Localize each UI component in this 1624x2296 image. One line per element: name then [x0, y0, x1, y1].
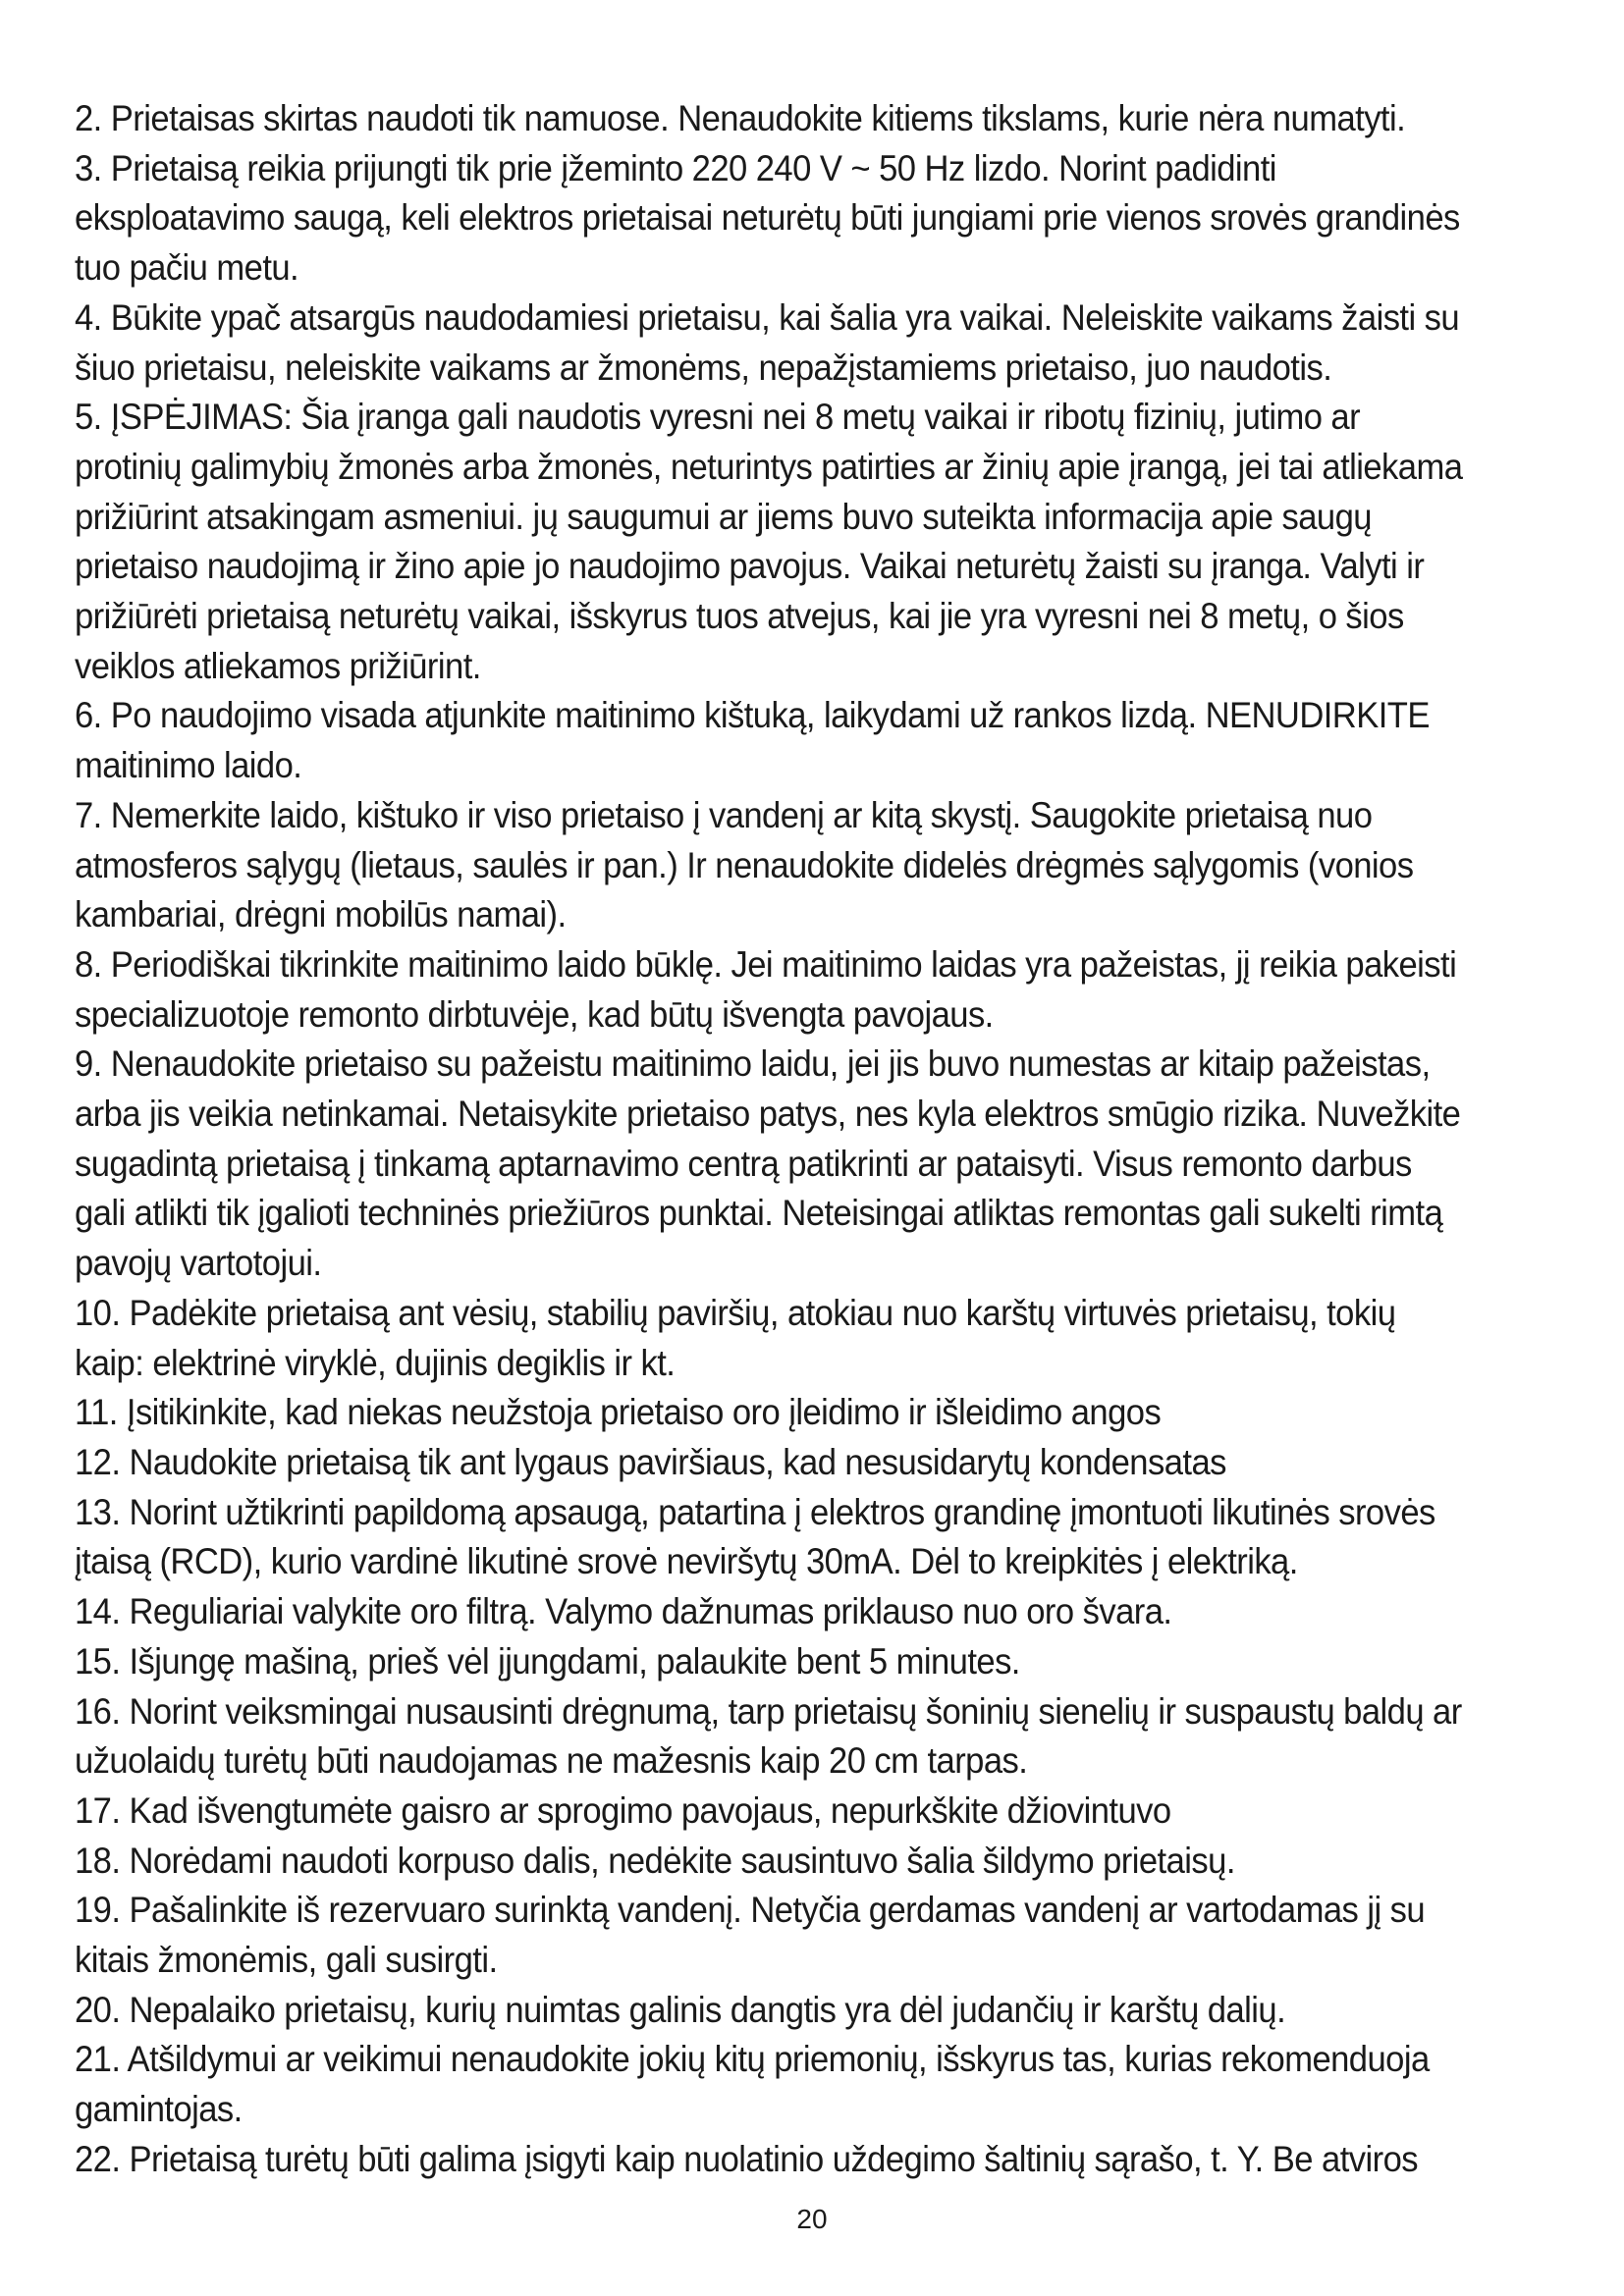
list-item: [75, 93, 1463, 143]
item-number: 6.: [75, 694, 102, 736]
list-item: [75, 790, 1463, 939]
item-text: Norėdami naudoti korpuso dalis, nedėkite sausintuvo šalia šildymo prietaisų.: [129, 1839, 1235, 1881]
item-text: Norint užtikrinti papildomą apsaugą, patartina į elektros grandinę įmontuoti likutinės srovės įtaisą (RCD), kurio vardinė likutinė srovė neviršytų 30mA. Dėl to kreipkitės į elektriką.: [75, 1490, 1435, 1582]
item-text: Nemerkite laido, kištuko ir viso prietaiso į vandenį ar kitą skystį. Saugokite prietaisą nuo atmosferos sąlygų (lietaus, saulės ir pan.) Ir nenaudokite didelės drėgmės sąlygomis (vonios kambariai, drėgni mobilūs namai).: [75, 793, 1414, 935]
list-item: [75, 1487, 1463, 1586]
list-item: [75, 143, 1463, 293]
list-item: [75, 1636, 1463, 1686]
item-number: 15.: [75, 1639, 121, 1682]
item-number: 21.: [75, 2038, 121, 2080]
item-number: 14.: [75, 1590, 121, 1632]
item-text: Periodiškai tikrinkite maitinimo laido būklę. Jei maitinimo laidas yra pažeistas, jį reikia pakeisti specializuotoje remonto dirbtuvėje, kad būtų išvengta pavojaus.: [75, 942, 1457, 1035]
item-number: 8.: [75, 942, 102, 985]
list-item: [75, 1885, 1463, 1984]
list-item: [75, 1288, 1463, 1387]
list-item: [75, 1686, 1463, 1786]
list-item: [75, 939, 1463, 1039]
item-text: Kad išvengtumėte gaisro ar sprogimo pavojaus, nepurkškite džiovintuvo: [129, 1789, 1171, 1831]
item-text: Prietaisą turėtų būti galima įsigyti kaip nuolatinio uždegimo šaltinių sąrašo, t. Y. Be atviros: [129, 2137, 1418, 2179]
list-item: [75, 392, 1463, 690]
item-text: Prietaisą reikia prijungti tik prie įžeminto 220 240 V ~ 50 Hz lizdo. Norint padidinti eksploatavimo saugą, keli elektros prietaisai neturėtų būti jungiami prie vienos srovės grandinės tuo pačiu metu.: [75, 146, 1460, 289]
item-number: 17.: [75, 1789, 121, 1831]
item-text: Padėkite prietaisą ant vėsių, stabilių paviršių, atokiau nuo karštų virtuvės prietaisų, tokių kaip: elektrinė viryklė, dujinis degiklis ir kt.: [75, 1291, 1396, 1383]
item-number: 12.: [75, 1440, 121, 1482]
item-number: 16.: [75, 1689, 121, 1732]
list-item: [75, 293, 1463, 392]
item-number: 4.: [75, 295, 102, 338]
item-number: 19.: [75, 1889, 121, 1931]
item-text: Naudokite prietaisą tik ant lygaus paviršiaus, kad nesusidarytų kondensatas: [129, 1440, 1226, 1482]
item-number: 10.: [75, 1291, 121, 1333]
item-text: Atšildymui ar veikimui nenaudokite jokių kitų priemonių, išskyrus tas, kurias rekomenduoja gamintojas.: [75, 2038, 1430, 2130]
item-number: 3.: [75, 146, 102, 188]
item-number: 18.: [75, 1839, 121, 1881]
instructions-list: [75, 93, 1463, 2184]
item-number: 9.: [75, 1042, 102, 1085]
list-item: [75, 1985, 1463, 2035]
item-text: Norint veiksmingai nusausinti drėgnumą, tarp prietaisų šoninių sienelių ir suspaustų baldų ar užuolaidų turėtų būti naudojamas ne mažesnis kaip 20 cm tarpas.: [75, 1689, 1462, 1782]
item-text: Prietaisas skirtas naudoti tik namuose. Nenaudokite kitiems tikslams, kurie nėra numatyti.: [110, 97, 1406, 138]
item-text: Po naudojimo visada atjunkite maitinimo kištuką, laikydami už rankos lizdą. NENUDIRKITE maitinimo laido.: [75, 694, 1430, 786]
item-text: Išjungę mašiną, prieš vėl įjungdami, palaukite bent 5 minutes.: [129, 1639, 1020, 1682]
list-item: [75, 2034, 1463, 2133]
item-text: ĮSPĖJIMAS: Šia įranga gali naudotis vyresni nei 8 metų vaikai ir ribotų fizinių, jutimo ar protinių galimybių žmonės arba žmonės, neturintys patirties ar žinių apie įrangą, jei tai atliekama prižiūrint atsakingam asmeniui. jų saugumui ar jiems buvo suteikta informacija apie saugų prietaiso naudojimą ir žino apie jo naudojimo pavojus. Vaikai neturėtų žaisti su įranga. Valyti ir prižiūrėti prietaisą neturėtų vaikai, išskyrus tuos atvejus, kai jie yra vyresni nei 8 metų, o šios veiklos atliekamos prižiūrint.: [75, 396, 1463, 686]
list-item: [75, 2134, 1463, 2184]
item-text: Nenaudokite prietaiso su pažeistu maitinimo laidu, jei jis buvo numestas ar kitaip pažeistas, arba jis veikia netinkamai. Netaisykite prietaiso patys, nes kyla elektros smūgio rizika. Nuvežkite sugadintą prietaisą į tinkamą aptarnavimo centrą patikrinti ar pataisyti. Visus remonto darbus gali atlikti tik įgalioti techninės priežiūros punktai. Neteisingai atliktas remontas gali sukelti rimtą pavojų vartotojui.: [75, 1042, 1461, 1284]
item-text: Būkite ypač atsargūs naudodamiesi prietaisu, kai šalia yra vaikai. Neleiskite vaikams žaisti su šiuo prietaisu, neleiskite vaikams ar žmonėms, nepažįstamiems prietaiso, juo naudotis.: [75, 295, 1460, 388]
list-item: [75, 1437, 1463, 1487]
item-number: 5.: [75, 396, 102, 438]
list-item: [75, 1786, 1463, 1836]
item-number: 7.: [75, 793, 102, 835]
list-item: [75, 1586, 1463, 1636]
list-item: [75, 1387, 1463, 1437]
item-number: 2.: [75, 97, 102, 138]
item-text: Reguliariai valykite oro filtrą. Valymo dažnumas priklauso nuo oro švara.: [129, 1590, 1172, 1632]
item-number: 11.: [75, 1391, 118, 1433]
item-text: Pašalinkite iš rezervuaro surinktą vandenį. Netyčia gerdamas vandenį ar vartodamas jį su kitais žmonėmis, gali susirgti.: [75, 1889, 1426, 1981]
list-item: [75, 1836, 1463, 1886]
item-number: 22.: [75, 2137, 121, 2179]
list-item: [75, 1039, 1463, 1288]
page-number: 20: [796, 2204, 828, 2234]
item-text: Įsitikinkite, kad niekas neužstoja prietaiso oro įleidimo ir išleidimo angos: [126, 1391, 1162, 1433]
item-text: Nepalaiko prietaisų, kurių nuimtas galinis dangtis yra dėl judančių ir karštų dalių.: [129, 1988, 1286, 2030]
list-item: [75, 690, 1463, 789]
item-number: 20.: [75, 1988, 121, 2030]
item-number: 13.: [75, 1490, 121, 1532]
